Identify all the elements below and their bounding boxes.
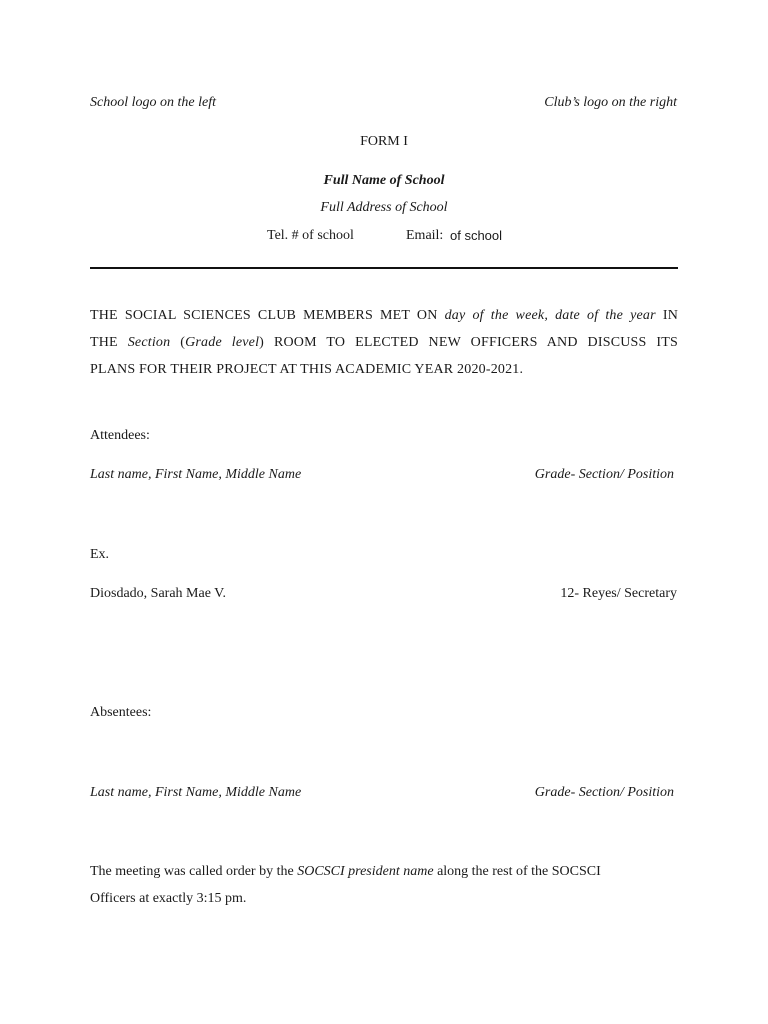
intro-line-2: THE Section (Grade level) ROOM TO ELECTED NEW OFFICERS AND DISCUSS ITS [90, 335, 678, 350]
attendees-name-header: Last name, First Name, Middle Name [90, 467, 302, 482]
school-email-value: of school [450, 228, 503, 243]
school-logo-placeholder: School logo on the left [90, 95, 216, 110]
attendees-label: Attendees: [90, 428, 150, 443]
example-label: Ex. [90, 547, 110, 562]
intro-line-1: THE SOCIAL SCIENCES CLUB MEMBERS MET ON day of the week, date of the year IN [90, 308, 678, 323]
example-position: 12- Reyes/ Secretary [560, 586, 677, 601]
absentees-name-header: Last name, First Name, Middle Name [90, 785, 302, 800]
school-tel: Tel. # of school [267, 228, 354, 243]
header-divider [90, 267, 678, 269]
intro-line-3: PLANS FOR THEIR PROJECT AT THIS ACADEMIC YEAR 2020-2021. [90, 362, 524, 377]
closing-paragraph [90, 858, 678, 912]
absentees-label: Absentees: [90, 705, 152, 720]
example-name: Diosdado, Sarah Mae V. [90, 586, 226, 601]
club-logo-placeholder: Club’s logo on the right [544, 95, 677, 110]
school-email-label: Email: [406, 228, 444, 243]
attendees-position-header: Grade- Section/ Position [534, 467, 674, 482]
closing-line-2: Officers at exactly 3:15 pm. [90, 891, 247, 906]
form-title: FORM I [360, 134, 408, 149]
closing-line-1: The meeting was called order by the SOCSCI president name along the rest of the SOCSCI [90, 864, 601, 879]
school-address: Full Address of School [320, 200, 448, 215]
school-name: Full Name of School [323, 173, 445, 188]
intro-paragraph [90, 302, 678, 383]
absentees-position-header: Grade- Section/ Position [534, 785, 674, 800]
